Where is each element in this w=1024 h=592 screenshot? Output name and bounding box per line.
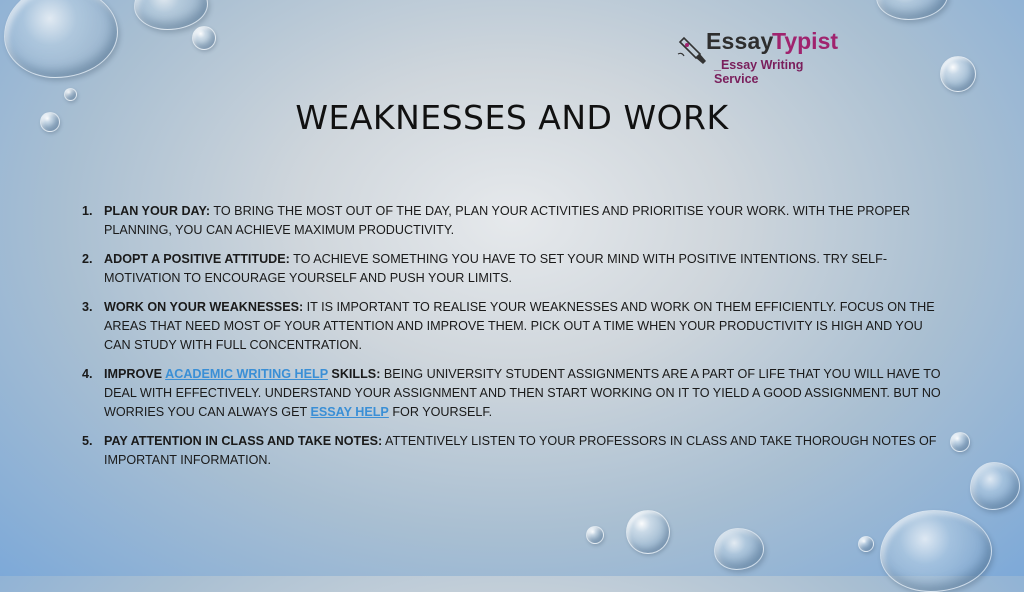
water-drop-decoration	[4, 0, 118, 78]
item-number: 5.	[82, 434, 93, 448]
water-bubble-decoration	[858, 536, 874, 552]
water-drop-decoration	[714, 528, 764, 570]
water-bubble-decoration	[940, 56, 976, 92]
logo-word-typist: Typist	[772, 28, 839, 54]
list-item	[82, 298, 942, 355]
water-bubble-decoration	[192, 26, 216, 50]
academic-writing-help-link[interactable]: ACADEMIC WRITING HELP	[165, 367, 328, 381]
essay-help-link[interactable]: ESSAY HELP	[310, 405, 389, 419]
item-heading: PLAN YOUR DAY:	[104, 204, 211, 218]
water-drop-decoration	[134, 0, 208, 30]
pen-nib-icon	[676, 34, 710, 68]
item-text-end: FOR YOURSELF.	[388, 405, 493, 419]
essay-typist-logo	[676, 28, 846, 86]
item-heading: WORK ON YOUR WEAKNESSES:	[104, 300, 304, 314]
item-number: 2.	[82, 252, 93, 266]
item-text: TO ACHIEVE SOMETHING YOU HAVE TO SET YOUR MIND WITH POSITIVE INTENTIONS. TRY SELF-MOTIVATION TO ENCOURAGE YOURSELF AND PUSH YOUR LIMITS.	[104, 252, 888, 285]
water-bubble-decoration	[950, 432, 970, 452]
logo-tagline: _Essay Writing Service	[714, 58, 804, 86]
item-heading-end: SKILLS:	[327, 367, 381, 381]
water-bubble-decoration	[586, 526, 604, 544]
logo-word-essay: Essay	[706, 28, 774, 54]
water-drop-decoration	[876, 0, 948, 20]
list-item	[82, 365, 942, 422]
list-item	[82, 202, 942, 240]
item-heading: ADOPT A POSITIVE ATTITUDE:	[104, 252, 290, 266]
list-item	[82, 250, 942, 288]
water-drop-decoration	[970, 462, 1020, 510]
item-heading-start: IMPROVE	[104, 367, 166, 381]
item-text: ATTENTIVELY LISTEN TO YOUR PROFESSORS IN CLASS AND TAKE THOROUGH NOTES OF IMPORTANT INFORMATION.	[104, 434, 937, 467]
list-item	[82, 432, 942, 470]
water-bubble-decoration	[626, 510, 670, 554]
water-drop-decoration	[880, 510, 992, 592]
item-number: 3.	[82, 300, 93, 314]
item-number: 4.	[82, 367, 93, 381]
slide-title: WEAKNESSES AND WORK	[295, 98, 729, 137]
item-heading: PAY ATTENTION IN CLASS AND TAKE NOTES:	[104, 434, 383, 448]
tips-list	[82, 202, 942, 480]
item-text: IT IS IMPORTANT TO REALISE YOUR WEAKNESSES AND WORK ON THEM EFFICIENTLY. FOCUS ON THE AREAS THAT NEED MOST OF YOUR ATTENTION AND IMPROVE THEM. PICK OUT A TIME WHEN YOUR PRODUCTIVITY IS HIGH AND YOU CAN STUDY WITH FULL CONCENTRATION.	[104, 300, 935, 352]
item-number: 1.	[82, 204, 93, 218]
item-text: BEING UNIVERSITY STUDENT ASSIGNMENTS ARE A PART OF LIFE THAT YOU WILL HAVE TO DEAL WITH EFFECTIVELY. UNDERSTAND YOUR ASSIGNMENT AND THEN START WORKING ON IT TO YIELD A GOOD ASSIGNMENT. BUT NO WORRIES YOU CAN ALWAYS GET	[104, 367, 941, 419]
item-text: TO BRING THE MOST OUT OF THE DAY, PLAN YOUR ACTIVITIES AND PRIORITISE YOUR WORK. WITH THE PROPER PLANNING, YOU CAN ACHIEVE MAXIMUM PRODUCTIVITY.	[104, 204, 911, 237]
